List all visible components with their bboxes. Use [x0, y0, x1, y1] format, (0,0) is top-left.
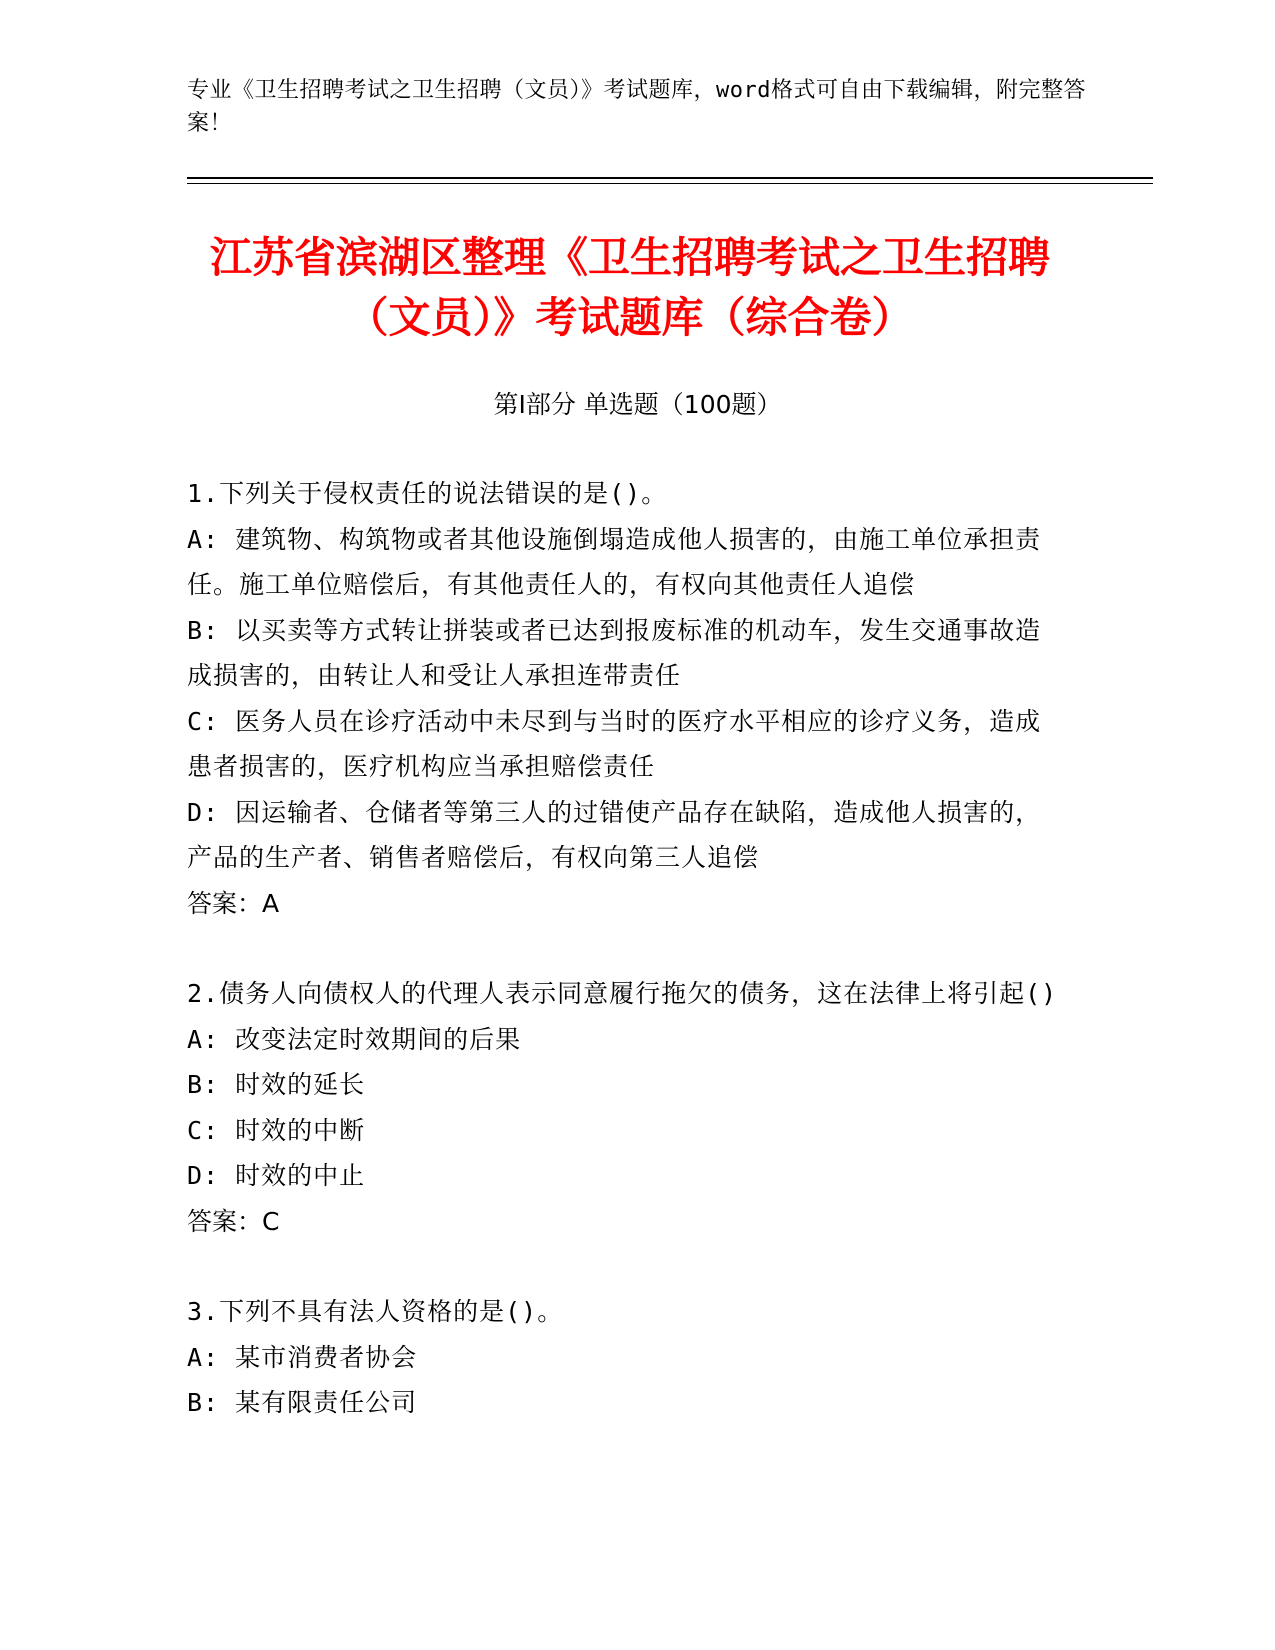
option-d: D: 因运输者、仓储者等第三人的过错使产品存在缺陷，造成他人损害的，产品的生产者、销售者赔偿后，有权向第三人追偿	[187, 797, 1042, 872]
option-b: B: 时效的延长	[187, 1070, 366, 1099]
option-a: A: 改变法定时效期间的后果	[187, 1024, 522, 1054]
option-a: A: 建筑物、构筑物或者其他设施倒塌造成他人损害的，由施工单位承担责任。施工单位赔偿后，有其他责任人的，有权向其他责任人追偿	[187, 524, 1042, 599]
option-c: C: 时效的中断	[187, 1115, 366, 1145]
document-title: 江苏省滨湖区整理《卫生招聘考试之卫生招聘（文员）》考试题库（综合卷）	[209, 233, 1050, 342]
option-a: A: 某市消费者协会	[187, 1342, 418, 1372]
question-text: 2.债务人向债权人的代理人表示同意履行拖欠的债务，这在法律上将引起()	[187, 979, 1058, 1008]
header-rule-thick	[187, 177, 1153, 179]
question-1	[187, 471, 1067, 926]
option-c: C: 医务人员在诊疗活动中未尽到与当时的医疗水平相应的诊疗义务，造成患者损害的，医疗机构应当承担赔偿责任	[187, 706, 1042, 781]
question-text: 3.下列不具有法人资格的是()。	[187, 1297, 564, 1326]
option-b: B: 以买卖等方式转让拼装或者已达到报废标准的机动车，发生交通事故造成损害的，由转让人和受让人承担连带责任	[187, 615, 1042, 690]
header-rule-thin	[187, 183, 1153, 184]
section-title: 第I部分 单选题（100题）	[493, 390, 782, 419]
question-3	[187, 1289, 1067, 1426]
option-b: B: 某有限责任公司	[187, 1388, 418, 1417]
answer: 答案：A	[187, 888, 280, 918]
option-d: D: 时效的中止	[187, 1161, 366, 1190]
header-note: 专业《卫生招聘考试之卫生招聘（文员）》考试题库，word格式可自由下载编辑，附完整答案！	[187, 78, 1086, 136]
answer: 答案：C	[187, 1206, 280, 1236]
question-2	[187, 971, 1067, 1244]
question-text: 1.下列关于侵权责任的说法错误的是()。	[187, 479, 668, 508]
question-list	[187, 471, 1067, 1471]
